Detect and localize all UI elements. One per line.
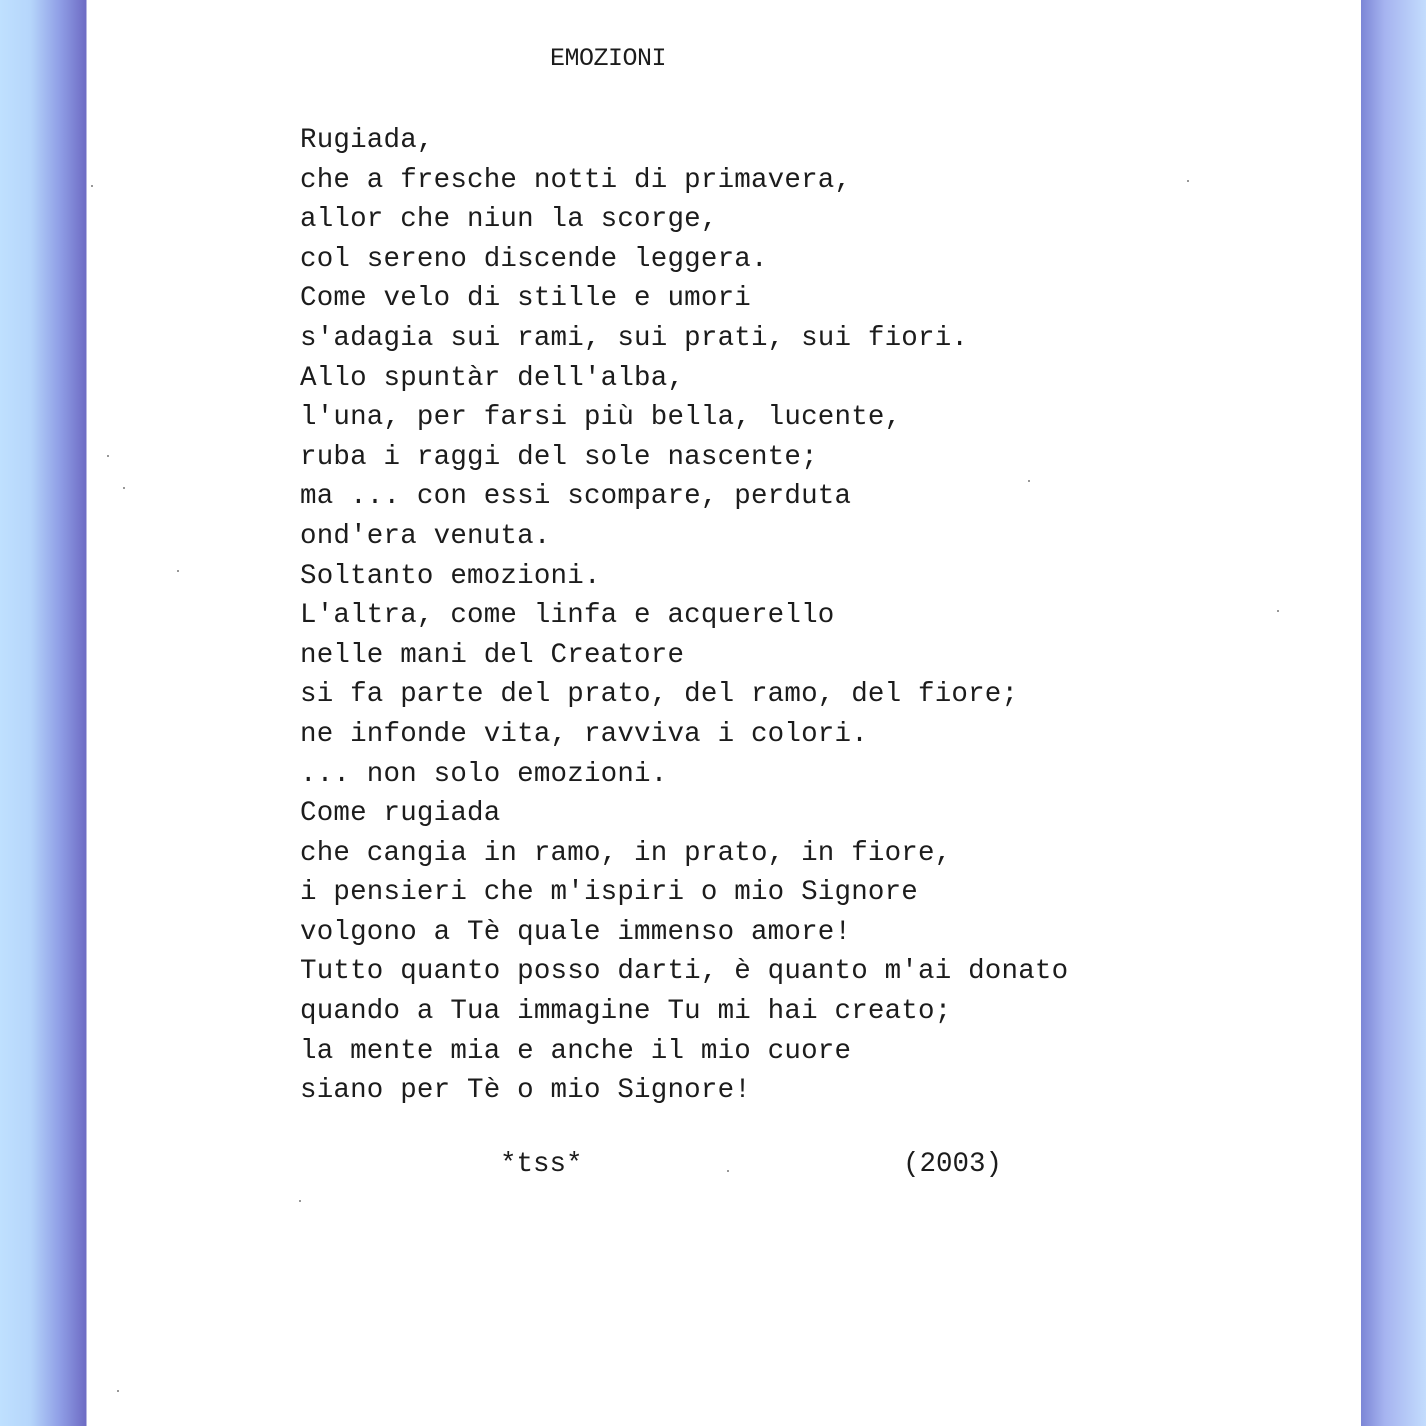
poem-line: Rugiada,	[300, 125, 434, 156]
poem-line: ruba i raggi del sole nascente;	[300, 441, 818, 473]
poem-year: (2003)	[903, 1149, 1003, 1180]
poem-line: si fa parte del prato, del ramo, del fiore;	[300, 679, 1019, 711]
poem-line: volgono a Tè quale immenso amore!	[300, 916, 852, 948]
poem-line: i pensieri che m'ispiri o mio Signore	[300, 877, 918, 909]
poem-line: ma ... con essi scompare, perduta	[300, 481, 852, 513]
poem-line: nelle mani del Creatore	[300, 639, 685, 671]
scan-speck	[177, 570, 179, 572]
poem-line: s'adagia sui rami, sui prati, sui fiori.	[300, 322, 969, 354]
poem-body	[300, 121, 1068, 1111]
document-page	[87, 0, 1361, 1426]
scan-speck	[299, 1200, 301, 1202]
author-signature: *tss*	[500, 1149, 583, 1180]
poem-line: l'una, per farsi più bella, lucente,	[300, 402, 902, 434]
scan-speck	[727, 1170, 729, 1172]
poem-line: Tutto quanto posso darti, è quanto m'ai donato	[300, 956, 1069, 988]
scan-speck	[107, 455, 109, 457]
poem-line: che cangia in ramo, in prato, in fiore,	[300, 837, 952, 869]
poem-line: ne infonde vita, ravviva i colori.	[300, 718, 868, 750]
poem-line: L'altra, come linfa e acquerello	[300, 600, 835, 632]
poem-title: EMOZIONI	[550, 44, 667, 73]
poem-line: Come velo di stille e umori	[300, 283, 751, 315]
scan-speck	[1187, 180, 1189, 182]
poem-line: allor che niun la scorge,	[300, 204, 718, 236]
poem-line: siano per Tè o mio Signore!	[300, 1075, 751, 1107]
poem-line: che a fresche notti di primavera,	[300, 164, 852, 196]
poem-line: Soltanto emozioni.	[300, 560, 601, 592]
poem-line: ... non solo emozioni.	[300, 758, 668, 790]
scan-speck	[117, 1390, 119, 1392]
poem-line: Come rugiada	[300, 798, 501, 830]
poem-line: ond'era venuta.	[300, 520, 551, 552]
scan-speck	[1277, 610, 1279, 612]
poem-line: Allo spuntàr dell'alba,	[300, 362, 685, 394]
scan-speck	[123, 487, 125, 489]
poem-line: col sereno discende leggera.	[300, 243, 768, 275]
poem-line: la mente mia e anche il mio cuore	[300, 1035, 852, 1067]
scan-speck	[1028, 480, 1030, 482]
poem-line: quando a Tua immagine Tu mi hai creato;	[300, 996, 952, 1028]
scan-speck	[91, 185, 93, 187]
